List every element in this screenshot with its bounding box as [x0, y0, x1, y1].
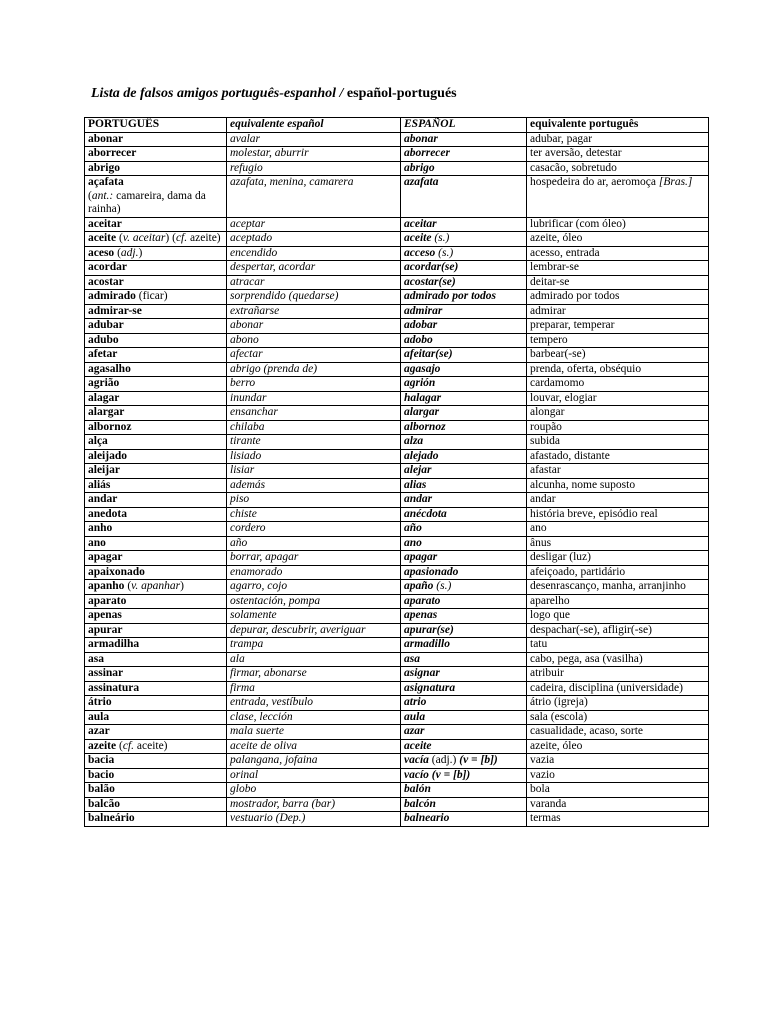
table-row — [85, 696, 709, 711]
equivalente-portugues-cell: vazia — [527, 754, 709, 769]
equivalente-portugues-cell: deitar-se — [527, 275, 709, 290]
portugues-cell: aceite (v. aceitar) (cf. azeite) — [85, 232, 227, 247]
table-row — [85, 132, 709, 147]
table-row — [85, 609, 709, 624]
table-row — [85, 362, 709, 377]
equivalente-espanol-cell: tirante — [227, 435, 401, 450]
table-row — [85, 710, 709, 725]
portugues-cell: agasalho — [85, 362, 227, 377]
portugues-cell: assinatura — [85, 681, 227, 696]
equivalente-espanol-cell: chiste — [227, 507, 401, 522]
espanol-cell: aula — [401, 710, 527, 725]
portugues-cell: azar — [85, 725, 227, 740]
espanol-cell: apenas — [401, 609, 527, 624]
espanol-cell: aparato — [401, 594, 527, 609]
table-row — [85, 449, 709, 464]
portugues-cell: adubar — [85, 319, 227, 334]
table-row — [85, 161, 709, 176]
espanol-cell: alias — [401, 478, 527, 493]
equivalente-espanol-cell: entrada, vestíbulo — [227, 696, 401, 711]
equivalente-portugues-cell: subida — [527, 435, 709, 450]
espanol-cell: apasionado — [401, 565, 527, 580]
espanol-cell: vacío (v = [b]) — [401, 768, 527, 783]
table-row — [85, 232, 709, 247]
table-row — [85, 580, 709, 595]
table-row — [85, 768, 709, 783]
espanol-cell: asignar — [401, 667, 527, 682]
equivalente-portugues-cell: varanda — [527, 797, 709, 812]
equivalente-portugues-cell: vazio — [527, 768, 709, 783]
equivalente-espanol-cell: chilaba — [227, 420, 401, 435]
espanol-cell: admirado por todos — [401, 290, 527, 305]
equivalente-portugues-cell: afastado, distante — [527, 449, 709, 464]
espanol-cell: aceite — [401, 739, 527, 754]
table-row — [85, 652, 709, 667]
equivalente-portugues-cell: ano — [527, 522, 709, 537]
espanol-cell: armadillo — [401, 638, 527, 653]
portugues-cell: bacia — [85, 754, 227, 769]
table-row — [85, 261, 709, 276]
equivalente-espanol-cell: firma — [227, 681, 401, 696]
false-friends-table — [84, 117, 709, 827]
portugues-cell: abonar — [85, 132, 227, 147]
portugues-cell: apanho (v. apanhar) — [85, 580, 227, 595]
equivalente-portugues-cell: admirar — [527, 304, 709, 319]
portugues-cell: aceitar — [85, 217, 227, 232]
espanol-cell: vacía (adj.) (v = [b]) — [401, 754, 527, 769]
table-row — [85, 464, 709, 479]
portugues-cell: aleijar — [85, 464, 227, 479]
equivalente-espanol-cell: aceite de oliva — [227, 739, 401, 754]
portugues-cell: aliás — [85, 478, 227, 493]
table-row — [85, 290, 709, 305]
espanol-cell: balón — [401, 783, 527, 798]
equivalente-espanol-cell: ensanchar — [227, 406, 401, 421]
table-row — [85, 551, 709, 566]
portugues-cell: andar — [85, 493, 227, 508]
equivalente-espanol-cell: sorprendido (quedarse) — [227, 290, 401, 305]
portugues-cell: acordar — [85, 261, 227, 276]
table-row — [85, 725, 709, 740]
equivalente-espanol-cell: atracar — [227, 275, 401, 290]
portugues-cell: admirado (ficar) — [85, 290, 227, 305]
table-row — [85, 319, 709, 334]
table-row — [85, 797, 709, 812]
document-title — [91, 86, 457, 102]
table-row — [85, 493, 709, 508]
portugues-cell: apaixonado — [85, 565, 227, 580]
equivalente-portugues-cell: louvar, elogiar — [527, 391, 709, 406]
portugues-cell: acostar — [85, 275, 227, 290]
portugues-cell: aula — [85, 710, 227, 725]
table-row — [85, 623, 709, 638]
equivalente-portugues-cell: afastar — [527, 464, 709, 479]
portugues-cell: agrião — [85, 377, 227, 392]
equivalente-espanol-cell: vestuario (Dep.) — [227, 812, 401, 827]
equivalente-espanol-cell: mala suerte — [227, 725, 401, 740]
equivalente-espanol-cell: ala — [227, 652, 401, 667]
equivalente-portugues-cell: andar — [527, 493, 709, 508]
table-row — [85, 754, 709, 769]
portugues-cell: ano — [85, 536, 227, 551]
portugues-cell: aborrecer — [85, 147, 227, 162]
equivalente-portugues-cell: acesso, entrada — [527, 246, 709, 261]
table-row — [85, 681, 709, 696]
portugues-cell: alça — [85, 435, 227, 450]
espanol-cell: año — [401, 522, 527, 537]
equivalente-portugues-cell: azeite, óleo — [527, 232, 709, 247]
portugues-cell: apagar — [85, 551, 227, 566]
espanol-cell: afeitar(se) — [401, 348, 527, 363]
portugues-cell: balneário — [85, 812, 227, 827]
espanol-cell: agasajo — [401, 362, 527, 377]
espanol-cell: apagar — [401, 551, 527, 566]
equivalente-portugues-cell: átrio (igreja) — [527, 696, 709, 711]
header-portugues: PORTUGUÊS — [85, 118, 227, 133]
equivalente-espanol-cell: palangana, jofaina — [227, 754, 401, 769]
equivalente-portugues-cell: ânus — [527, 536, 709, 551]
equivalente-espanol-cell: aceptar — [227, 217, 401, 232]
portugues-cell: aleijado — [85, 449, 227, 464]
equivalente-espanol-cell: azafata, menina, camarera — [227, 176, 401, 218]
equivalente-espanol-cell: globo — [227, 783, 401, 798]
equivalente-espanol-cell: ostentación, pompa — [227, 594, 401, 609]
espanol-cell: alejar — [401, 464, 527, 479]
equivalente-portugues-cell: desligar (luz) — [527, 551, 709, 566]
espanol-cell: andar — [401, 493, 527, 508]
espanol-cell: acordar(se) — [401, 261, 527, 276]
document-title-part2: español-portugués — [346, 86, 457, 101]
equivalente-portugues-cell: bola — [527, 783, 709, 798]
espanol-cell: azafata — [401, 176, 527, 218]
equivalente-portugues-cell: afeiçoado, partidário — [527, 565, 709, 580]
portugues-cell: aparato — [85, 594, 227, 609]
equivalente-espanol-cell: abrigo (prenda de) — [227, 362, 401, 377]
equivalente-espanol-cell: agarro, cojo — [227, 580, 401, 595]
header-equivalente-espanol: equivalente español — [227, 118, 401, 133]
table-row — [85, 348, 709, 363]
espanol-cell: anécdota — [401, 507, 527, 522]
table-row — [85, 739, 709, 754]
equivalente-portugues-cell: aparelho — [527, 594, 709, 609]
equivalente-espanol-cell: despertar, acordar — [227, 261, 401, 276]
portugues-cell: balão — [85, 783, 227, 798]
espanol-cell: asignatura — [401, 681, 527, 696]
equivalente-espanol-cell: cordero — [227, 522, 401, 537]
table-row — [85, 275, 709, 290]
espanol-cell: admirar — [401, 304, 527, 319]
table-row — [85, 507, 709, 522]
espanol-cell: halagar — [401, 391, 527, 406]
header-espanol: ESPAÑOL — [401, 118, 527, 133]
equivalente-espanol-cell: refugio — [227, 161, 401, 176]
portugues-cell: admirar-se — [85, 304, 227, 319]
equivalente-portugues-cell: preparar, temperar — [527, 319, 709, 334]
table-row — [85, 783, 709, 798]
portugues-cell: albornoz — [85, 420, 227, 435]
equivalente-portugues-cell: cardamomo — [527, 377, 709, 392]
equivalente-espanol-cell: borrar, apagar — [227, 551, 401, 566]
table-row — [85, 536, 709, 551]
espanol-cell: aborrecer — [401, 147, 527, 162]
portugues-cell: adubo — [85, 333, 227, 348]
equivalente-portugues-cell: roupão — [527, 420, 709, 435]
equivalente-espanol-cell: depurar, descubrir, averiguar — [227, 623, 401, 638]
equivalente-portugues-cell: despachar(-se), afligir(-se) — [527, 623, 709, 638]
equivalente-espanol-cell: abono — [227, 333, 401, 348]
equivalente-portugues-cell: tatu — [527, 638, 709, 653]
equivalente-espanol-cell: lisiado — [227, 449, 401, 464]
equivalente-portugues-cell: logo que — [527, 609, 709, 624]
portugues-cell: anho — [85, 522, 227, 537]
portugues-cell: anedota — [85, 507, 227, 522]
equivalente-espanol-cell: berro — [227, 377, 401, 392]
equivalente-espanol-cell: encendido — [227, 246, 401, 261]
equivalente-espanol-cell: extrañarse — [227, 304, 401, 319]
table-row — [85, 217, 709, 232]
table-row — [85, 147, 709, 162]
equivalente-espanol-cell: clase, lección — [227, 710, 401, 725]
equivalente-espanol-cell: inundar — [227, 391, 401, 406]
espanol-cell: alargar — [401, 406, 527, 421]
equivalente-portugues-cell: lubrificar (com óleo) — [527, 217, 709, 232]
equivalente-espanol-cell: orinal — [227, 768, 401, 783]
equivalente-portugues-cell: adubar, pagar — [527, 132, 709, 147]
equivalente-portugues-cell: cabo, pega, asa (vasilha) — [527, 652, 709, 667]
espanol-cell: atrio — [401, 696, 527, 711]
table-row — [85, 420, 709, 435]
portugues-cell: asa — [85, 652, 227, 667]
equivalente-espanol-cell: avalar — [227, 132, 401, 147]
espanol-cell: balneario — [401, 812, 527, 827]
equivalente-portugues-cell: atribuir — [527, 667, 709, 682]
equivalente-espanol-cell: abonar — [227, 319, 401, 334]
espanol-cell: azar — [401, 725, 527, 740]
espanol-cell: acceso (s.) — [401, 246, 527, 261]
portugues-cell: alargar — [85, 406, 227, 421]
equivalente-portugues-cell: prenda, oferta, obséquio — [527, 362, 709, 377]
espanol-cell: asa — [401, 652, 527, 667]
portugues-cell: apurar — [85, 623, 227, 638]
equivalente-espanol-cell: además — [227, 478, 401, 493]
equivalente-portugues-cell: desenrascanço, manha, arranjinho — [527, 580, 709, 595]
table-row — [85, 246, 709, 261]
equivalente-espanol-cell: aceptado — [227, 232, 401, 247]
equivalente-portugues-cell: alcunha, nome suposto — [527, 478, 709, 493]
equivalente-portugues-cell: barbear(-se) — [527, 348, 709, 363]
equivalente-portugues-cell: casualidade, acaso, sorte — [527, 725, 709, 740]
equivalente-espanol-cell: firmar, abonarse — [227, 667, 401, 682]
espanol-cell: apurar(se) — [401, 623, 527, 638]
equivalente-portugues-cell: termas — [527, 812, 709, 827]
equivalente-espanol-cell: solamente — [227, 609, 401, 624]
equivalente-portugues-cell: ter aversão, detestar — [527, 147, 709, 162]
table-body — [85, 132, 709, 826]
table-row — [85, 406, 709, 421]
equivalente-portugues-cell: tempero — [527, 333, 709, 348]
equivalente-espanol-cell: afectar — [227, 348, 401, 363]
header-equivalente-portugues: equivalente português — [527, 118, 709, 133]
equivalente-espanol-cell: molestar, aburrir — [227, 147, 401, 162]
equivalente-espanol-cell: trampa — [227, 638, 401, 653]
espanol-cell: agrión — [401, 377, 527, 392]
espanol-cell: abrigo — [401, 161, 527, 176]
espanol-cell: adobo — [401, 333, 527, 348]
table-row — [85, 478, 709, 493]
equivalente-portugues-cell: lembrar-se — [527, 261, 709, 276]
table-row — [85, 391, 709, 406]
equivalente-espanol-cell: piso — [227, 493, 401, 508]
table-row — [85, 333, 709, 348]
table-row — [85, 435, 709, 450]
portugues-cell: afetar — [85, 348, 227, 363]
espanol-cell: ano — [401, 536, 527, 551]
table-row — [85, 176, 709, 218]
espanol-cell: aceite (s.) — [401, 232, 527, 247]
espanol-cell: adobar — [401, 319, 527, 334]
equivalente-espanol-cell: enamorado — [227, 565, 401, 580]
table-row — [85, 565, 709, 580]
document-title-part1: Lista de falsos amigos português-espanhol / — [91, 86, 347, 101]
portugues-cell: átrio — [85, 696, 227, 711]
espanol-cell: alza — [401, 435, 527, 450]
equivalente-portugues-cell: sala (escola) — [527, 710, 709, 725]
table-row — [85, 522, 709, 537]
espanol-cell: acostar(se) — [401, 275, 527, 290]
table-row — [85, 812, 709, 827]
espanol-cell: aceitar — [401, 217, 527, 232]
table-row — [85, 377, 709, 392]
table-row — [85, 594, 709, 609]
portugues-cell: azeite (cf. aceite) — [85, 739, 227, 754]
equivalente-portugues-cell: azeite, óleo — [527, 739, 709, 754]
portugues-cell: assinar — [85, 667, 227, 682]
portugues-cell: açafata (ant.: camareira, dama da rainha) — [85, 176, 227, 218]
equivalente-portugues-cell: história breve, episódio real — [527, 507, 709, 522]
table-row — [85, 304, 709, 319]
equivalente-portugues-cell: cadeira, disciplina (universidade) — [527, 681, 709, 696]
table-row — [85, 638, 709, 653]
portugues-cell: aceso (adj.) — [85, 246, 227, 261]
portugues-cell: bacio — [85, 768, 227, 783]
portugues-cell: balcão — [85, 797, 227, 812]
portugues-cell: armadilha — [85, 638, 227, 653]
equivalente-espanol-cell: año — [227, 536, 401, 551]
equivalente-portugues-cell: casacão, sobretudo — [527, 161, 709, 176]
table-header-row — [85, 118, 709, 133]
equivalente-portugues-cell: alongar — [527, 406, 709, 421]
espanol-cell: apaño (s.) — [401, 580, 527, 595]
portugues-cell: alagar — [85, 391, 227, 406]
equivalente-espanol-cell: lisiar — [227, 464, 401, 479]
espanol-cell: abonar — [401, 132, 527, 147]
equivalente-portugues-cell: admirado por todos — [527, 290, 709, 305]
portugues-cell: apenas — [85, 609, 227, 624]
equivalente-espanol-cell: mostrador, barra (bar) — [227, 797, 401, 812]
espanol-cell: balcón — [401, 797, 527, 812]
portugues-cell: abrigo — [85, 161, 227, 176]
espanol-cell: albornoz — [401, 420, 527, 435]
equivalente-portugues-cell: hospedeira do ar, aeromoça [Bras.] — [527, 176, 709, 218]
table-row — [85, 667, 709, 682]
espanol-cell: alejado — [401, 449, 527, 464]
